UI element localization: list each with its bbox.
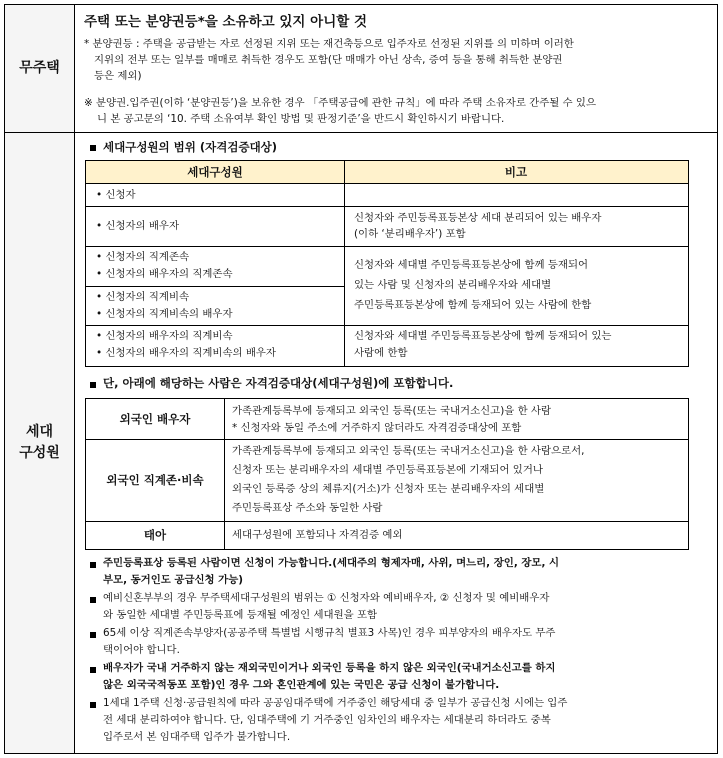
table-row: • 신청자의 배우자의 직계비속의 배우자 [96,347,276,359]
fetus-label: 태아 [143,528,167,542]
foreign-lineal-desc: 주민등록표상 주소와 동일한 사람 [232,502,383,514]
foreign-spouse-label: 외국인 배우자 [119,412,191,426]
rights-note-line: 등은 제외) [94,70,142,82]
merged-note: 주민등록표등본상에 함께 등재되어 있는 사람에 한함 [354,299,592,311]
table-row: • 신청자 [96,189,136,201]
bullet-text: 1세대 1주택 신청·공급원칙에 따라 공공임대주택에 거주중인 해당세대 중 일부가 공급신청 시에는 입주 [103,697,568,709]
foreign-spouse-desc: * 신청자와 동일 주소에 거주하지 않더라도 자격검증대상에 포함 [232,422,522,434]
table-row: • 신청자의 배우자의 직계존속 [96,268,233,280]
foreign-lineal-desc: 외국인 등록증 상의 체류지(거소)가 신청자 또는 분리배우자의 세대별 [232,483,545,495]
table-row: • 신청자의 직계비속의 배우자 [96,308,233,320]
square-bullet-icon [90,597,96,603]
square-bullet-icon [90,702,96,708]
label-household: 세대 구성원 [5,133,75,753]
bullet-text: 택이어야 합니다. [103,644,180,656]
reference-note-line: 니 본 공고문의 ‘10. 주택 소유여부 확인 방법 및 판정기준’을 반드시 확인하시기 바랍니다. [97,113,505,125]
bullet-text: 전 세대 분리하여야 합니다. 단, 임대주택에 기 거주중인 임차인의 배우자는 세대분리 하더라도 중복 [103,714,551,726]
table-row-note: 신청자와 세대별 주민등록표등본상에 함께 등재되어 있는 [354,330,612,342]
bullet-text: 배우자가 국내 거주하지 않는 재외국민이거나 외국인 등록을 하지 않은 외국인(국내거소신고를 하지 [103,662,556,674]
foreign-spouse-desc: 가족관계등록부에 등재되고 외국인 등록(또는 국내거소신고)을 한 사람 [232,405,552,417]
label-no-house: 무주택 [5,5,75,132]
foreign-lineal-label: 외국인 직계존·비속 [106,473,204,487]
square-bullet-icon [90,562,96,568]
table-row: • 신청자의 직계존속 [96,251,190,263]
merged-note: 신청자와 세대별 주민등록표등본상에 함께 등재되어 [354,259,589,271]
household-range-heading: 세대구성원의 범위 (자격검증대상) [103,140,278,154]
table-row: • 신청자의 직계비속 [96,291,190,303]
table-header: 비고 [344,161,688,183]
reference-note-line: ※ 분양권.입주권(이하 ‘분양권등’)을 보유한 경우 「주택공급에 관한 규칙」에 따라 주택 소유자로 간주될 수 있으 [84,97,597,109]
eligibility-table [4,4,718,754]
bullet-text: 65세 이상 직계존속부양자(공공주택 특별법 시행규칙 별표3 사목)인 경우 피부양자의 배우자도 무주 [103,627,556,639]
table-row: • 신청자의 배우자 [96,220,179,232]
foreign-lineal-desc: 신청자 또는 분리배우자의 세대별 주민등록표등본에 기재되어 있거나 [232,464,543,476]
fetus-desc: 세대구성원에 포함되나 자격검증 예외 [232,529,403,541]
row-divider [5,132,717,133]
bullet-text: 예비신혼부부의 경우 무주택세대구성원의 범위는 ① 신청자와 예비배우자, ② 신청자 및 예비배우자 [103,592,550,604]
rights-note-line: * 분양권등 : 주택을 공급받는 자로 선정된 지위 또는 재건축등으로 입주자로 선정된 지위를 의 미하며 이러한 [84,38,574,50]
square-bullet-icon [90,145,96,151]
table-row-note: 사람에 한함 [354,347,408,359]
table-row-note: 신청자와 주민등록표등본상 세대 분리되어 있는 배우자 [354,212,602,224]
bullet-text: 와 동일한 세대별 주민등록표에 등재될 예정인 세대원을 포함 [103,609,378,621]
table-row-note: (이하 ‘분리배우자’) 포함 [354,228,466,240]
table-row: • 신청자의 배우자의 직계비속 [96,330,233,342]
bullet-text: 주민등록표상 등록된 사람이면 신청이 가능합니다.(세대주의 형제자매, 사위, 며느리, 장인, 장모, 시 [103,557,560,569]
square-bullet-icon [90,382,96,388]
square-bullet-icon [90,667,96,673]
inclusion-heading: 단, 아래에 해당하는 사람은 자격검증대상(세대구성원)에 포함합니다. [103,376,454,390]
foreign-members-table [85,398,689,550]
bullet-text: 않은 외국국적동포 포함)인 경우 그와 혼인관계에 있는 국민은 공급 신청이 불가합니다. [103,679,500,691]
bullet-text: 부모, 동거인도 공급신청 가능) [103,574,243,586]
bullet-text: 입주로서 본 임대주택 입주가 불가합니다. [103,731,291,743]
foreign-lineal-desc: 가족관계등록부에 등재되고 외국인 등록(또는 국내거소신고)을 한 사람으로서, [232,445,585,457]
square-bullet-icon [90,632,96,638]
no-house-title: 주택 또는 분양권등*을 소유하고 있지 아니할 것 [84,14,368,30]
table-header: 세대구성원 [86,161,344,183]
merged-note: 있는 사람 및 신청자의 분리배우자와 세대별 [354,279,552,291]
household-members-table [85,160,689,367]
rights-note-line: 지위의 전부 또는 일부를 매매로 취득한 경우도 포함(단 매매가 아닌 상속, 증여 등을 통해 취득한 분양권 [94,54,563,66]
